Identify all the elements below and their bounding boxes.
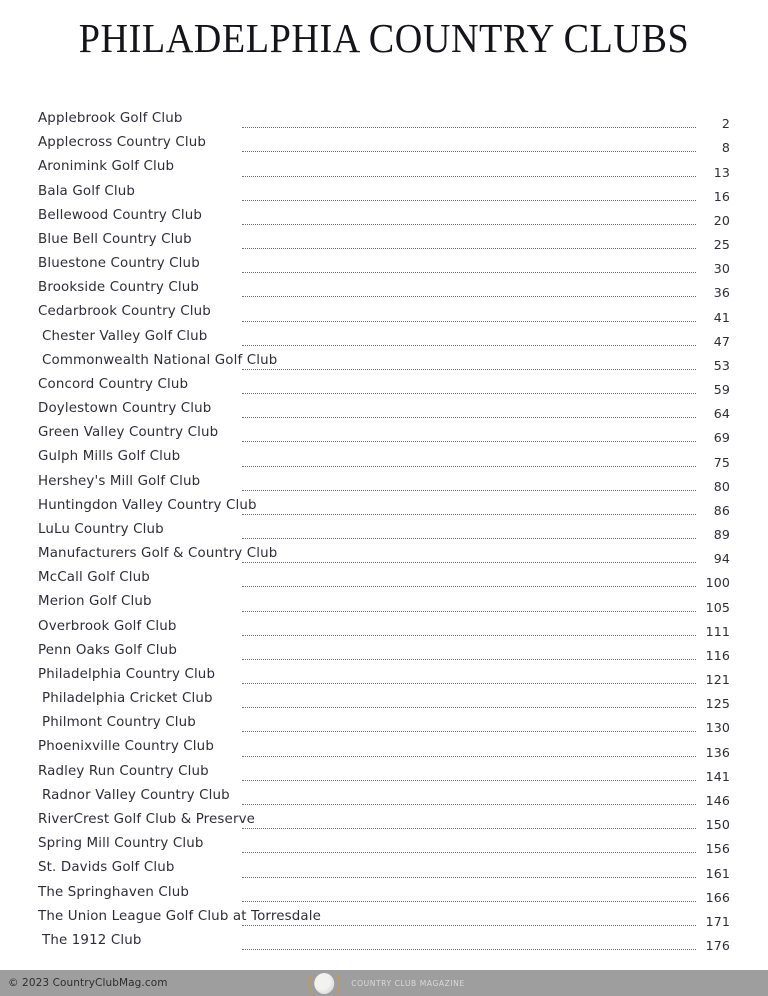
toc-entry-name: RiverCrest Golf Club & Preserve: [38, 811, 256, 827]
toc-entry-page-number: 116: [696, 648, 730, 663]
toc-entry-name: Commonwealth National Golf Club: [38, 353, 278, 369]
toc-entry-page-number: 141: [696, 769, 730, 784]
leader-dots: [242, 369, 702, 370]
leader-dots: [242, 514, 702, 515]
leader-dots: [242, 780, 702, 781]
leader-dots: [242, 804, 702, 805]
toc-entry-name: Philmont Country Club: [38, 715, 197, 731]
toc-entry-row[interactable]: [0, 232, 768, 256]
leader-dots: [242, 296, 702, 297]
toc-entry-page-number: 156: [696, 841, 730, 856]
toc-entry-page-number: 100: [696, 575, 730, 590]
toc-entry-row[interactable]: [0, 570, 768, 594]
toc-entry-name: Bala Golf Club: [38, 183, 135, 199]
toc-entry-page-number: 176: [696, 938, 730, 953]
brand-name-label: COUNTRY CLUB MAGAZINE: [351, 978, 465, 988]
leader-dots: [242, 321, 702, 322]
toc-entry-row[interactable]: [0, 667, 768, 691]
toc-entry-page-number: 105: [696, 600, 730, 615]
leader-dots: [242, 586, 702, 587]
toc-entry-row[interactable]: [0, 449, 768, 473]
toc-entry-name: St. Davids Golf Club: [38, 860, 175, 876]
toc-entry-page-number: 47: [696, 334, 730, 349]
toc-entry-page-number: 150: [696, 817, 730, 832]
toc-entry-name: Radley Run Country Club: [38, 763, 209, 779]
toc-entry-page-number: 30: [696, 261, 730, 276]
toc-entry-name: The Union League Golf Club at Torresdale: [38, 908, 321, 924]
toc-entry-row[interactable]: [0, 909, 768, 933]
toc-entry-row[interactable]: [0, 159, 768, 183]
toc-entry-page-number: 171: [696, 914, 730, 929]
toc-entry-name: Spring Mill Country Club: [38, 836, 204, 852]
toc-entry-page-number: 86: [696, 503, 730, 518]
toc-entry-row[interactable]: [0, 860, 768, 884]
leader-dots: [242, 417, 702, 418]
leader-dots: [242, 490, 702, 491]
toc-entry-row[interactable]: [0, 474, 768, 498]
toc-entry-page-number: 36: [696, 285, 730, 300]
toc-entry-page-number: 130: [696, 720, 730, 735]
leader-dots: [242, 466, 702, 467]
toc-entry-name: Manufacturers Golf & Country Club: [38, 546, 278, 562]
toc-entry-page-number: 59: [696, 382, 730, 397]
toc-entry-name: Philadelphia Country Club: [38, 666, 216, 682]
leader-dots: [242, 224, 702, 225]
leader-dots: [242, 901, 702, 902]
toc-entry-row[interactable]: [0, 836, 768, 860]
leader-dots: [242, 127, 702, 128]
toc-entry-page-number: 53: [696, 358, 730, 373]
toc-entry-row[interactable]: [0, 643, 768, 667]
toc-entry-row[interactable]: [0, 594, 768, 618]
toc-entry-row[interactable]: [0, 933, 768, 957]
toc-entry-row[interactable]: [0, 691, 768, 715]
leader-dots: [242, 345, 702, 346]
toc-entry-page-number: 41: [696, 310, 730, 325]
leader-dots: [242, 151, 702, 152]
toc-entry-name: Merion Golf Club: [38, 594, 152, 610]
leader-dots: [242, 611, 702, 612]
leader-dots: [242, 441, 702, 442]
toc-entry-page-number: 20: [696, 213, 730, 228]
toc-entry-name: Bluestone Country Club: [38, 256, 200, 272]
leader-dots: [242, 877, 702, 878]
toc-entry-name: Doylestown Country Club: [38, 401, 212, 417]
toc-entry-page-number: 94: [696, 551, 730, 566]
toc-entry-name: The Springhaven Club: [38, 884, 190, 900]
toc-entry-page-number: 89: [696, 527, 730, 542]
toc-entry-name: Philadelphia Cricket Club: [38, 691, 214, 707]
toc-entry-name: Applecross Country Club: [38, 135, 207, 151]
leader-dots: [242, 538, 702, 539]
toc-entry-page-number: 125: [696, 696, 730, 711]
toc-entry-page-number: 75: [696, 455, 730, 470]
toc-entry-name: Aronimink Golf Club: [38, 159, 175, 175]
toc-entry-page-number: 166: [696, 890, 730, 905]
toc-entry-name: Chester Valley Golf Club: [38, 329, 208, 345]
toc-entry-page-number: 2: [696, 116, 730, 131]
leader-dots: [242, 731, 702, 732]
toc-entry-row[interactable]: [0, 788, 768, 812]
toc-entry-page-number: 64: [696, 406, 730, 421]
toc-entry-page-number: 16: [696, 189, 730, 204]
leader-dots: [242, 949, 702, 950]
toc-entry-row[interactable]: [0, 619, 768, 643]
leader-dots: [242, 200, 702, 201]
leader-dots: [242, 659, 702, 660]
golf-ball-icon: [314, 973, 334, 994]
toc-entry-row[interactable]: [0, 135, 768, 159]
toc-entry-row[interactable]: [0, 425, 768, 449]
toc-entry-name: Concord Country Club: [38, 376, 189, 392]
toc-entry-name: McCall Golf Club: [38, 570, 150, 586]
leader-dots: [242, 248, 702, 249]
leader-dots: [242, 828, 702, 829]
toc-entry-row[interactable]: [0, 401, 768, 425]
toc-entry-name: Overbrook Golf Club: [38, 618, 177, 634]
table-of-contents: [0, 111, 768, 957]
toc-entry-row[interactable]: [0, 377, 768, 401]
toc-entry-name: Huntingdon Valley Country Club: [38, 497, 257, 513]
toc-entry-row[interactable]: [0, 546, 768, 570]
toc-entry-row[interactable]: [0, 353, 768, 377]
toc-entry-page-number: 136: [696, 745, 730, 760]
toc-entry-row[interactable]: [0, 111, 768, 135]
toc-entry-row[interactable]: [0, 184, 768, 208]
toc-entry-row[interactable]: [0, 256, 768, 280]
leader-dots: [242, 707, 702, 708]
toc-entry-page-number: 13: [696, 165, 730, 180]
toc-entry-name: LuLu Country Club: [38, 521, 164, 537]
page-title: PHILADELPHIA COUNTRY CLUBS: [78, 15, 690, 61]
toc-entry-row[interactable]: [0, 885, 768, 909]
toc-entry-page-number: 80: [696, 479, 730, 494]
leader-dots: [242, 852, 702, 853]
toc-entry-page-number: 8: [696, 140, 730, 155]
toc-entry-row[interactable]: [0, 280, 768, 304]
toc-entry-row[interactable]: [0, 304, 768, 328]
toc-entry-row[interactable]: [0, 208, 768, 232]
toc-entry-row[interactable]: [0, 329, 768, 353]
footer-copyright: © 2023 CountryClubMag.com: [8, 977, 168, 989]
toc-entry-name: The 1912 Club: [38, 933, 143, 949]
toc-entry-name: Gulph Mills Golf Club: [38, 449, 181, 465]
toc-entry-name: Radnor Valley Country Club: [38, 788, 231, 804]
leader-dots: [242, 393, 702, 394]
toc-entry-row[interactable]: [0, 715, 768, 739]
toc-entry-name: Brookside Country Club: [38, 280, 200, 296]
toc-entry-row[interactable]: [0, 739, 768, 763]
toc-entry-page-number: 161: [696, 866, 730, 881]
toc-entry-name: Bellewood Country Club: [38, 207, 203, 223]
toc-entry-row[interactable]: [0, 764, 768, 788]
toc-entry-name: Green Valley Country Club: [38, 425, 219, 441]
toc-entry-page-number: 25: [696, 237, 730, 252]
toc-entry-row[interactable]: [0, 498, 768, 522]
toc-entry-page-number: 146: [696, 793, 730, 808]
toc-entry-page-number: 121: [696, 672, 730, 687]
golf-ball-logo-icon: [303, 971, 345, 995]
leader-dots: [242, 635, 702, 636]
leader-dots: [242, 683, 702, 684]
page-footer: [0, 970, 768, 996]
toc-entry-name: Blue Bell Country Club: [38, 231, 192, 247]
footer-brand: [303, 971, 465, 995]
toc-entry-page-number: 111: [696, 624, 730, 639]
leader-dots: [242, 272, 702, 273]
leader-dots: [242, 925, 702, 926]
leader-dots: [242, 176, 702, 177]
toc-entry-row[interactable]: [0, 812, 768, 836]
leader-dots: [242, 756, 702, 757]
toc-entry-name: Applebrook Golf Club: [38, 111, 183, 126]
toc-entry-name: Phoenixville Country Club: [38, 739, 214, 755]
toc-entry-name: Penn Oaks Golf Club: [38, 642, 177, 658]
toc-entry-name: Hershey's Mill Golf Club: [38, 473, 201, 489]
toc-entry-name: Cedarbrook Country Club: [38, 304, 211, 320]
toc-entry-page-number: 69: [696, 430, 730, 445]
leader-dots: [242, 562, 702, 563]
toc-entry-row[interactable]: [0, 522, 768, 546]
